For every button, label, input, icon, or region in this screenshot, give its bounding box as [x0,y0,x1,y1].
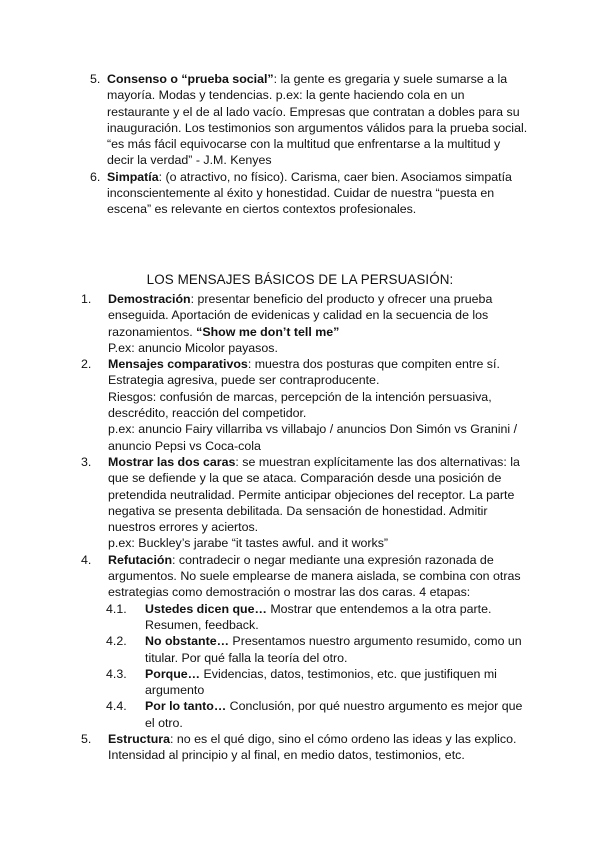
sub-item-term: Ustedes dicen que… [145,601,267,616]
item-text: : no es el qué digo, sino el cómo ordeno las ideas y las explico. Intensidad al principio y al final, en medio datos, testimonios, etc. [108,732,517,763]
item-number: 5. [90,72,101,86]
list-item [90,169,530,218]
sub-item-term: Porque… [145,666,201,681]
item-example: P.ex: anuncio Micolor payasos. [108,340,278,355]
item-term: Refutación [108,552,173,567]
sub-item-number: 4.1. [106,601,127,616]
item-term: Estructura [108,732,170,747]
sub-item [81,666,531,699]
sub-item-text: Evidencias, datos, testimonios, etc. que justifiquen mi argumento [145,666,497,698]
sub-item [81,601,531,634]
principles-list [90,71,530,218]
list-item [90,71,530,169]
sub-item-term: Por lo tanto… [145,699,227,714]
item-risks: Riesgos: confusión de marcas, percepción de la intención persuasiva, descrédito, reacción del competidor. [108,389,492,421]
sub-item-text: Presentamos nuestro argumento resumido, como un titular. Por qué falla la teoría del otro. [145,634,522,665]
sub-item [81,698,531,731]
sub-item-term: No obstante… [145,634,229,649]
item-number: 5. [81,732,92,747]
item-example: p.ex: Buckley’s jarabe “it tastes awful. and it works” [108,536,389,551]
item-term: Consenso o “prueba social” [107,72,274,86]
item-number: 3. [81,454,92,469]
list-item [81,356,531,454]
item-term: Mensajes comparativos [108,357,248,372]
item-number: 1. [81,292,92,306]
sub-item-text: Mostrar que entendemos a la otra parte. Resumen, feedback. [145,601,492,632]
item-text: : se muestran explícitamente las dos alternativas: la que se defiende y la que se ataca. Comparación desde una posición de pretendida neutralidad. Permite anticipar objeciones del receptor. La parte negativa se presenta debilitada. Da sensación de honestidad. Admitir nuestros errores y aciertos. [108,454,520,535]
item-term: Demostración [108,292,191,306]
sub-item-number: 4.4. [106,699,127,714]
sub-item [81,633,531,666]
sub-item-text: Conclusión, por qué nuestro argumento es mejor que el otro. [145,699,523,730]
list-item [81,454,531,552]
sub-item-number: 4.3. [106,666,127,681]
item-term: Simpatía [107,169,159,184]
section-heading: LOS MENSAJES BÁSICOS DE LA PERSUASIÓN: [146,272,454,287]
sub-item-number: 4.2. [106,634,127,649]
messages-list [81,291,531,764]
item-text: : presentar beneficio del producto y ofrecer una prueba enseguida. Aportación de evidenicas y calidad en la secuencia de los razonamientos. [108,292,493,339]
list-item [81,291,531,356]
item-quote: “es más fácil equivocarse con la multitud que enfrentarse a la multitud y decir la verdad” - J.M. Kenyes [107,137,501,168]
item-term: Mostrar las dos caras [108,454,236,469]
item-text: : (o atractivo, no físico). Carisma, caer bien. Asociamos simpatía inconscientemente al éxito y honestidad. Cuidar de nuestra “puesta en escena” es relevante en ciertos contextos profesionales. [107,169,512,217]
item-number: 6. [90,169,101,184]
item-text: : muestra dos posturas que compiten entre sí. Estrategia agresiva, puede ser contraproducente. [108,357,500,388]
item-text: : contradecir o negar mediante una expresión razonada de argumentos. No suele emplearse de manera aislada, se combina con otras estrategias como demostración o mostrar las dos caras. 4 etapas: [108,552,521,600]
list-item [81,731,531,764]
item-example: p.ex: anuncio Fairy villarriba vs villabajo / anuncios Don Simón vs Granini / anuncio Pepsi vs Coca-cola [108,422,518,453]
item-number: 2. [81,357,92,372]
item-number: 4. [81,552,92,567]
item-text: : la gente es gregaria y suele sumarse a la mayoría. Modas y tendencias. p.ex: la gente haciendo cola en un restaurante y el de al lado vacío. Empresas que contratan a dobles para su inauguración. Los testimonios son argumentos válidos para la prueba social. [107,72,528,135]
item-slogan: “Show me don’t tell me” [196,324,340,339]
list-item [81,552,531,601]
